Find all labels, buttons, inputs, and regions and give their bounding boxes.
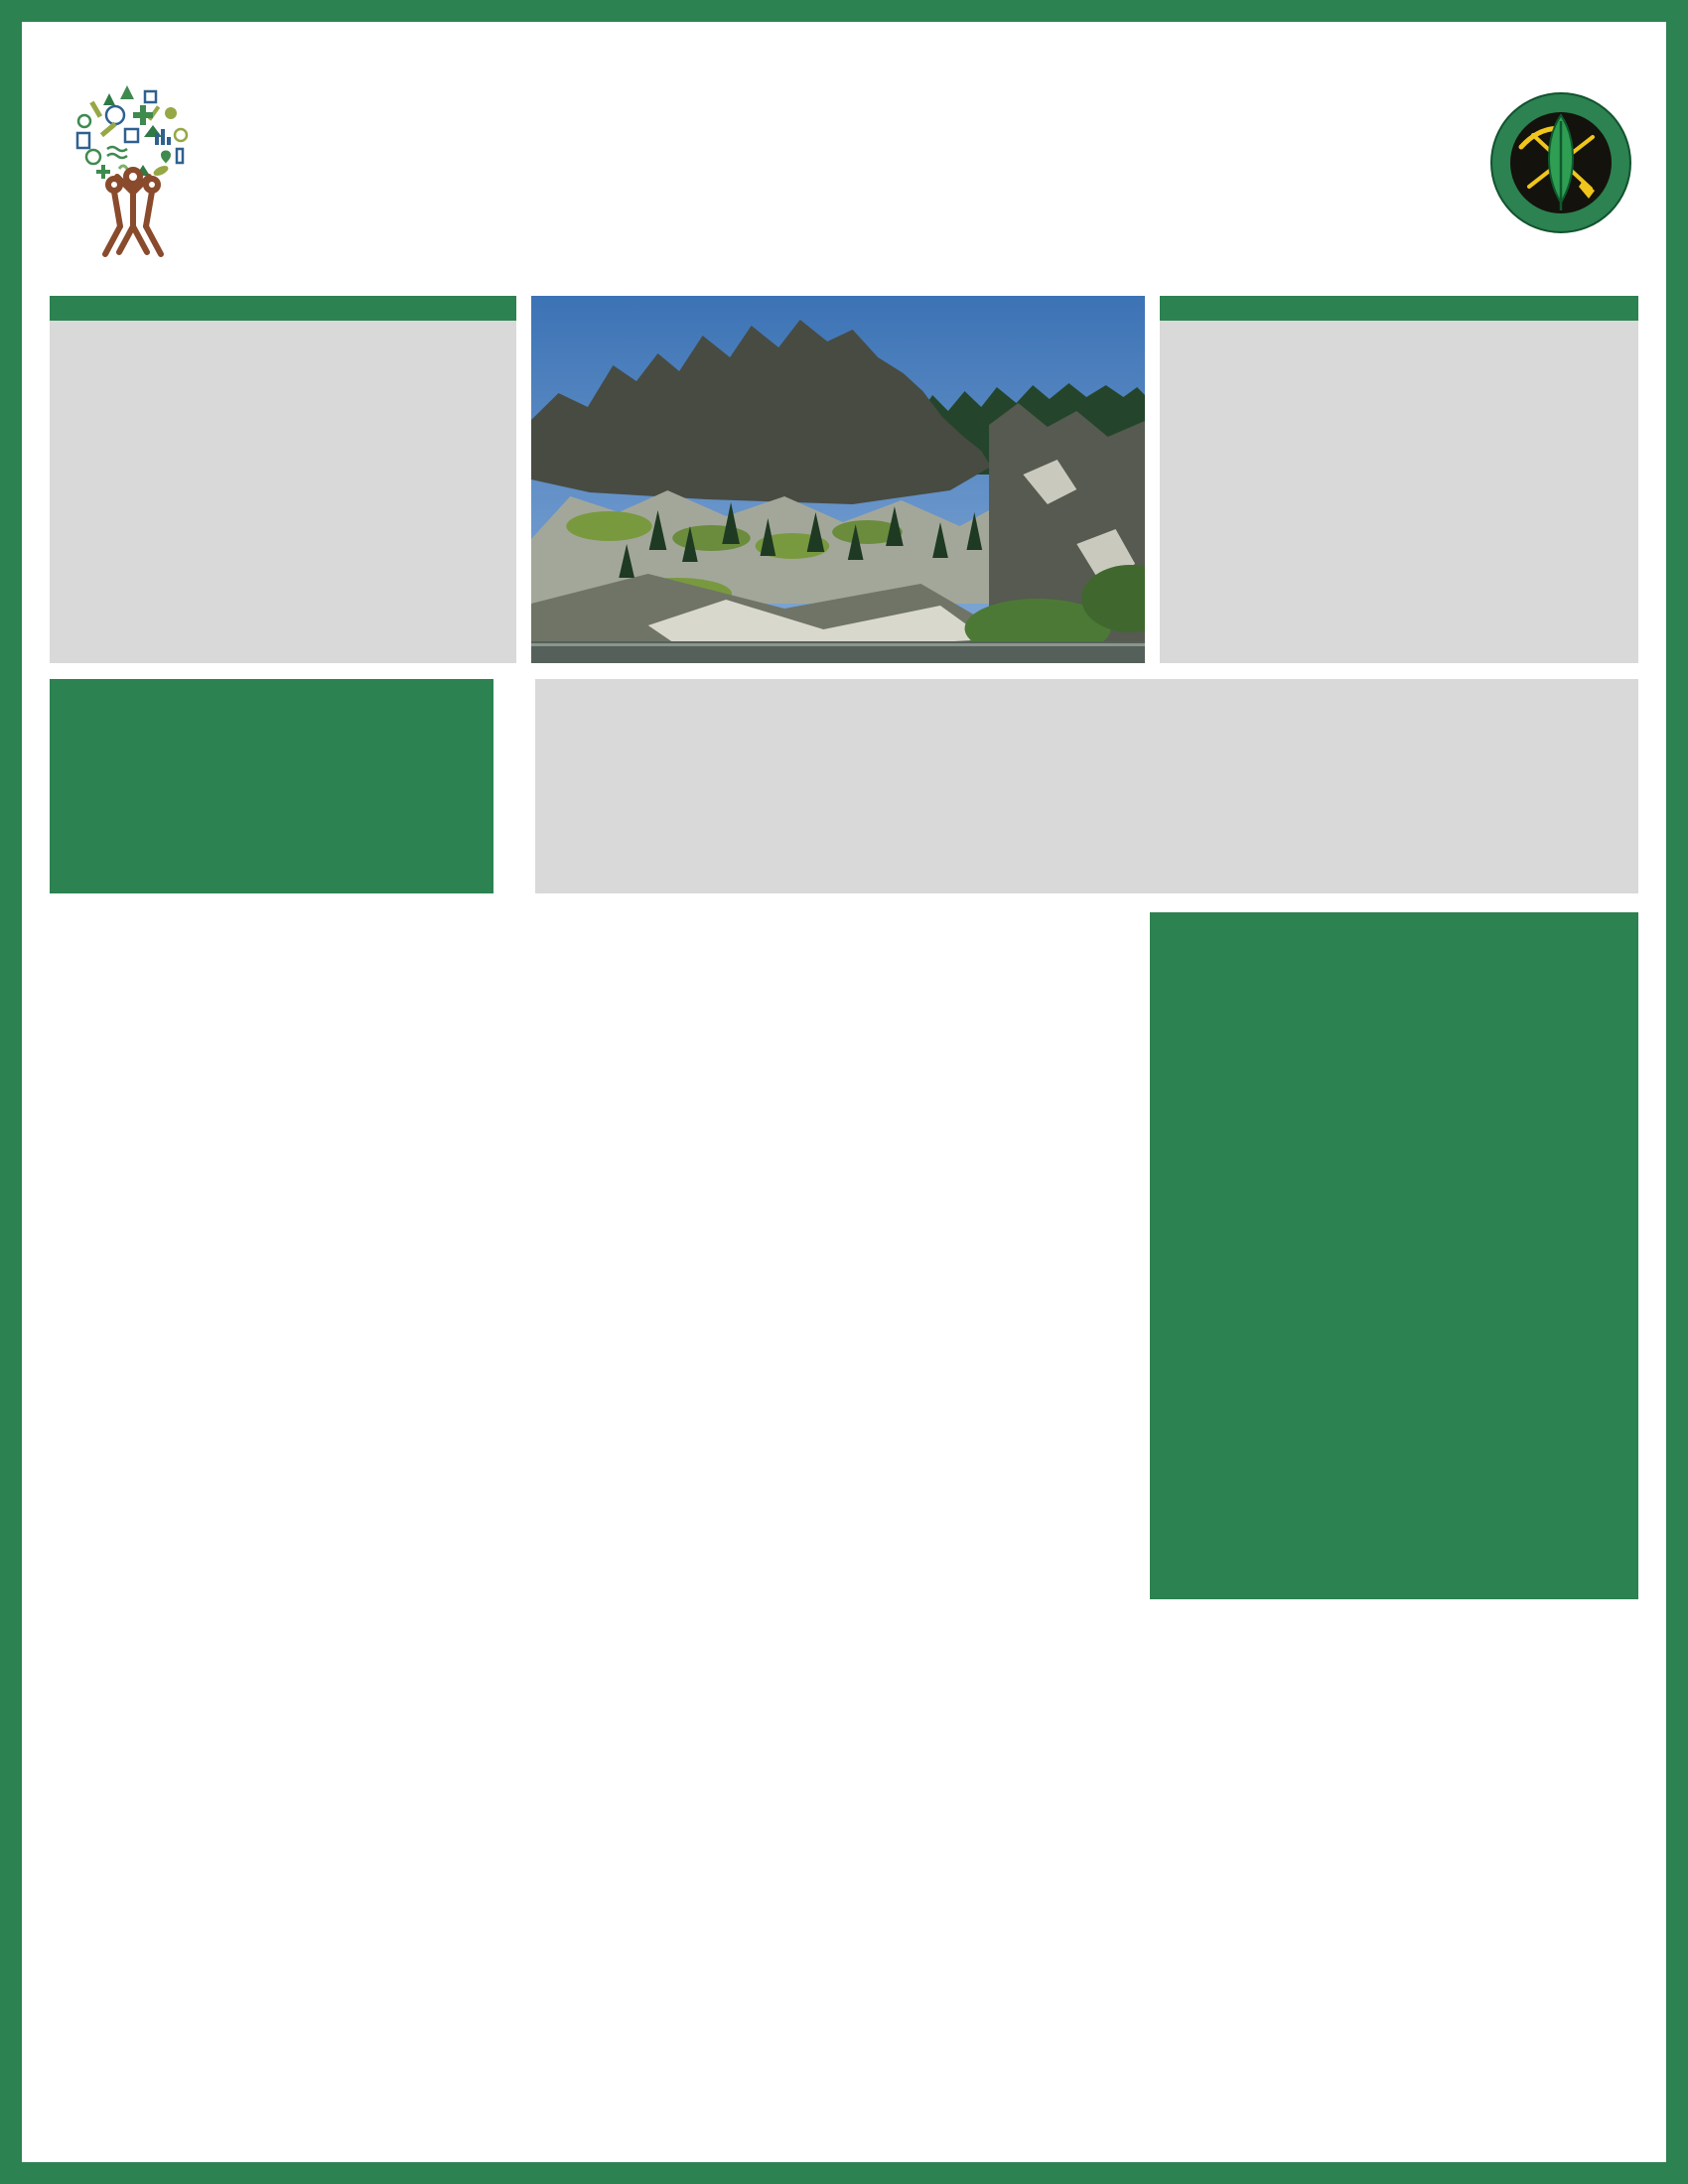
mountain-photo (531, 296, 1145, 663)
covid-cases-box (50, 296, 516, 663)
tree-canopy-icons (77, 85, 187, 179)
how-to-get-vaccine-sidebar (1150, 912, 1638, 1599)
tree-trunk-people (105, 170, 161, 254)
current-tier-body (1160, 321, 1638, 663)
top-info-grid (50, 296, 1638, 663)
health-officer-note-box (50, 679, 493, 893)
covid-stats (50, 321, 516, 663)
newsletter-header (50, 22, 1638, 288)
current-tier-header (1160, 296, 1638, 321)
health-tree-logo (58, 77, 209, 262)
county-seal-logo (1489, 91, 1632, 234)
date-line (50, 22, 1638, 42)
note-banner-row (50, 679, 1638, 893)
vaccine-banner (535, 679, 1638, 893)
current-tier-box (1160, 296, 1638, 663)
covid-cases-header (50, 296, 516, 321)
